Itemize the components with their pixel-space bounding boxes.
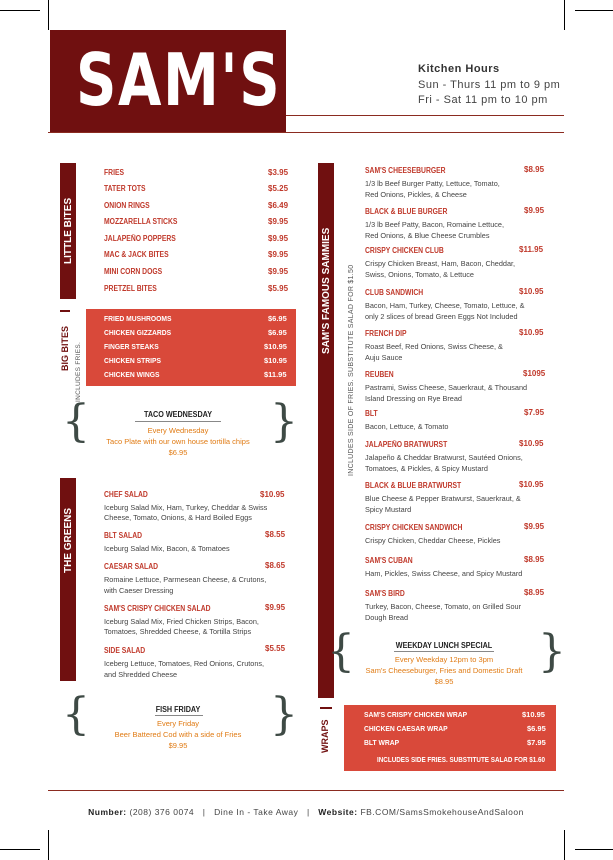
- menu-item-name: CHICKEN WINGS: [104, 370, 160, 379]
- menu-item-name: FRIES: [104, 168, 125, 177]
- menu-item-price: $7.95: [524, 408, 545, 417]
- header-divider: [48, 132, 564, 133]
- sammies-title: SAM'S FAMOUS SAMMIES: [321, 227, 332, 354]
- menu-item-name: BLACK & BLUE BRATWURST: [365, 481, 462, 490]
- menu-item-price: $9.95: [524, 206, 545, 215]
- menu-item-price: $10.95: [264, 356, 287, 365]
- menu-item-price: $8.95: [524, 555, 545, 564]
- promo-underline: [135, 421, 221, 422]
- menu-item-price: $7.95: [527, 738, 546, 747]
- promo-line: Taco Plate with our own house tortilla chips: [106, 437, 250, 446]
- menu-item-desc: Bacon, Lettuce, & Tomato: [365, 422, 449, 431]
- big-bites-box: [86, 309, 296, 386]
- right-brace-icon: }: [270, 396, 298, 447]
- menu-item-price: $5.55: [265, 644, 286, 653]
- big-bites-bar: [60, 310, 70, 312]
- footer-phone[interactable]: (208) 376 0074: [129, 807, 195, 817]
- menu-item-name: CHEF SALAD: [104, 490, 148, 499]
- menu-item-desc: Blue Cheese & Pepper Bratwurst, Sauerkraut, &: [365, 494, 521, 503]
- greens-title: THE GREENS: [63, 507, 74, 573]
- menu-item-desc: Red Onions, & Blue Cheese Crumbles: [365, 231, 490, 240]
- menu-item-name: MINI CORN DOGS: [104, 267, 163, 276]
- menu-item-desc: Crispy Chicken Breast, Ham, Bacon, Cheddar,: [365, 259, 516, 268]
- menu-item-desc: Bacon, Ham, Turkey, Cheese, Tomato, Lettuce, &: [365, 301, 525, 310]
- menu-item-desc: Red Onions, Pickles, & Cheese: [365, 190, 467, 199]
- menu-item-desc: Iceburg Salad Mix, Ham, Turkey, Cheddar & Swiss: [104, 503, 268, 512]
- menu-item-desc: and Shredded Cheese: [104, 670, 178, 679]
- menu-item-desc: Iceberg Lettuce, Tomatoes, Red Onions, Crutons,: [104, 659, 265, 668]
- weekday-lunch-title: WEEKDAY LUNCH SPECIAL: [395, 641, 493, 650]
- menu-item-desc: Tomatoes, Shredded Cheese, & Tortilla Strips: [104, 627, 252, 636]
- menu-item-price: $10.95: [519, 480, 544, 489]
- sammies-note: INCLUDES SIDE OF FRIES. SUBSTITUTE SALAD FOR $1.50: [348, 264, 355, 476]
- menu-item-name: SAM'S CRISPY CHICKEN WRAP: [364, 710, 468, 719]
- menu-item-desc: Crispy Chicken, Cheddar Cheese, Pickles: [365, 536, 501, 545]
- footer-number-label: Number:: [88, 807, 127, 817]
- menu-item-desc: Auju Sauce: [365, 353, 403, 362]
- menu-item-price: $10.95: [264, 342, 287, 351]
- menu-item-name: FRENCH DIP: [365, 329, 407, 338]
- sammies-bar: [318, 163, 334, 698]
- menu-item-price: $6.95: [527, 724, 546, 733]
- menu-item-desc: 1/3 lb Beef Patty, Bacon, Romaine Lettuce,: [365, 220, 504, 229]
- wraps-bar: [320, 707, 332, 709]
- menu-item-price: $9.95: [265, 603, 286, 612]
- menu-item-price: $3.95: [268, 168, 289, 177]
- menu-item-price: $10.95: [260, 490, 285, 499]
- menu-item-name: CRISPY CHICKEN SANDWICH: [365, 523, 463, 532]
- menu-item-price: $6.95: [268, 328, 287, 337]
- menu-item-price: $8.95: [524, 588, 545, 597]
- menu-item-name: PRETZEL BITES: [104, 284, 157, 293]
- crop-mark: [575, 849, 613, 850]
- promo-underline: [394, 651, 494, 652]
- menu-item-name: BLT WRAP: [364, 738, 400, 747]
- menu-item-desc: Swiss, Onions, Tomato, & Lettuce: [365, 270, 474, 279]
- promo-line: Beer Battered Cod with a side of Fries: [114, 730, 242, 739]
- menu-item-desc: Iceburg Salad Mix, Bacon, & Tomatoes: [104, 544, 230, 553]
- menu-item-price: $6.49: [268, 201, 289, 210]
- menu-item-name: TATER TOTS: [104, 184, 146, 193]
- menu-item-desc: Iceburg Salad Mix, Fried Chicken Strips, Bacon,: [104, 617, 259, 626]
- footer-website-link[interactable]: FB.COM/SamsSmokehouseAndSaloon: [360, 807, 524, 817]
- menu-item-desc: Jalapeño & Cheddar Bratwurst, Sautéed Onions,: [365, 453, 523, 462]
- hours-line: Sun - Thurs 11 pm to 9 pm: [418, 79, 561, 91]
- right-brace-icon: }: [538, 626, 566, 677]
- footer-service: Dine In - Take Away: [214, 807, 299, 817]
- little-bites-bar: [60, 163, 76, 299]
- menu-item-price: $8.65: [265, 561, 286, 570]
- menu-item-price: $10.95: [522, 710, 545, 719]
- menu-item-price: $9.95: [268, 234, 289, 243]
- crop-mark: [48, 830, 49, 860]
- menu-item-name: CHICKEN GIZZARDS: [104, 328, 172, 337]
- footer-separator: |: [306, 807, 310, 817]
- menu-item-price: $9.95: [524, 522, 545, 531]
- menu-item-name: SAM'S CHEESEBURGER: [365, 166, 446, 175]
- menu-item-desc: Romaine Lettuce, Parmesean Cheese, & Crutons,: [104, 575, 267, 584]
- menu-item-name: MOZZARELLA STICKS: [104, 217, 178, 226]
- menu-item-desc: only 2 slices of bread Green Eggs Not Included: [365, 312, 518, 321]
- promo-line: $8.95: [434, 677, 454, 686]
- menu-item-price: $8.55: [265, 530, 286, 539]
- logo: [50, 30, 286, 132]
- promo-line: Sam's Cheeseburger, Fries and Domestic Draft: [365, 666, 523, 675]
- menu-item-price: $6.95: [268, 314, 287, 323]
- crop-mark: [564, 0, 565, 30]
- left-brace-icon: {: [62, 396, 90, 447]
- fish-friday-title: FISH FRIDAY: [155, 705, 201, 714]
- menu-item-price: $1095: [523, 369, 546, 378]
- menu-item-desc: with Caeser Dressing: [104, 586, 174, 595]
- promo-line: Every Friday: [156, 719, 200, 728]
- hours-title: Kitchen Hours: [418, 63, 500, 75]
- menu-item-desc: Cheese, Tomato, Onions, & Hard Boiled Eggs: [104, 513, 252, 522]
- left-brace-icon: {: [62, 689, 90, 740]
- menu-item-name: MAC & JACK BITES: [104, 250, 169, 259]
- menu-item-price: $5.25: [268, 184, 289, 193]
- menu-item-name: FRIED MUSHROOMS: [104, 314, 172, 323]
- right-brace-icon: }: [270, 689, 298, 740]
- menu-item-price: $10.95: [519, 328, 544, 337]
- menu-item-desc: Ham, Pickles, Swiss Cheese, and Spicy Mustard: [365, 569, 523, 578]
- menu-item-desc: 1/3 lb Beef Burger Patty, Lettuce, Tomato,: [365, 179, 500, 188]
- crop-mark: [0, 849, 40, 850]
- menu-item-desc: Roast Beef, Red Onions, Swiss Cheese, &: [365, 342, 503, 351]
- menu-item-name: REUBEN: [365, 370, 394, 379]
- menu-item-price: $11.95: [264, 370, 287, 379]
- footer: [48, 807, 564, 817]
- footer-website-label: Website:: [318, 807, 358, 817]
- menu-item-name: BLACK & BLUE BURGER: [365, 207, 448, 216]
- menu-item-desc: Dough Bread: [365, 613, 409, 622]
- menu-item-price: $5.95: [268, 284, 289, 293]
- menu-item-price: $10.95: [519, 287, 544, 296]
- menu-item-name: JALAPEÑO POPPERS: [104, 234, 176, 243]
- menu-item-price: $11.95: [519, 245, 544, 254]
- menu-item-name: CRISPY CHICKEN CLUB: [365, 246, 444, 255]
- wraps-note: INCLUDES SIDE FRIES. SUBSTITUTE SALAD FOR $1.60: [377, 757, 546, 764]
- crop-mark: [564, 830, 565, 860]
- menu-item-name: SAM'S CRISPY CHICKEN SALAD: [104, 604, 211, 613]
- left-brace-icon: {: [327, 626, 355, 677]
- hours-line: Fri - Sat 11 pm to 10 pm: [418, 94, 548, 106]
- menu-item-name: ONION RINGS: [104, 201, 150, 210]
- menu-item-price: $9.95: [268, 250, 289, 259]
- menu-item-name: SIDE SALAD: [104, 646, 146, 655]
- promo-line: Every Wednesday: [147, 426, 209, 435]
- promo-line: $9.95: [168, 741, 188, 750]
- promo-underline: [155, 715, 203, 716]
- menu-item-desc: Turkey, Bacon, Cheese, Tomato, on Grilled Sour: [365, 602, 522, 611]
- wraps-box: [344, 705, 556, 771]
- menu-item-name: BLT: [365, 409, 378, 418]
- menu-item-name: FINGER STEAKS: [104, 342, 159, 351]
- menu-item-name: CHICKEN STRIPS: [104, 356, 162, 365]
- menu-item-price: $10.95: [519, 439, 544, 448]
- menu-item-name: CHICKEN CAESAR WRAP: [364, 724, 448, 733]
- menu-item-desc: Island Dressing on Rye Bread: [365, 394, 462, 403]
- menu-item-name: CAESAR SALAD: [104, 562, 159, 571]
- promo-line: $6.95: [168, 448, 188, 457]
- menu-item-price: $9.95: [268, 217, 289, 226]
- taco-wednesday-title: TACO WEDNESDAY: [143, 410, 213, 419]
- promo-line: Every Weekday 12pm to 3pm: [394, 655, 494, 664]
- wraps-title: WRAPS: [320, 719, 330, 753]
- big-bites-note: INCLUDES FRIES.: [75, 341, 82, 402]
- crop-mark: [0, 10, 40, 11]
- logo-text: SAM'S: [75, 38, 282, 122]
- crop-mark: [575, 10, 613, 11]
- menu-item-name: BLT SALAD: [104, 531, 143, 540]
- menu-item-name: SAM'S BIRD: [365, 589, 405, 598]
- menu-item-desc: Pastrami, Swiss Cheese, Sauerkraut, & Thousand: [365, 383, 528, 392]
- footer-separator: |: [202, 807, 206, 817]
- menu-item-name: CLUB SANDWICH: [365, 288, 424, 297]
- footer-divider: [48, 790, 564, 791]
- menu-item-name: JALAPEÑO BRATWURST: [365, 440, 448, 449]
- menu-item-desc: Spicy Mustard: [365, 505, 412, 514]
- big-bites-title: BIG BITES: [60, 325, 70, 371]
- menu-item-price: $9.95: [268, 267, 289, 276]
- header-divider: [286, 115, 564, 116]
- menu-item-desc: Tomatoes, & Pickles, & Spicy Mustard: [365, 464, 488, 473]
- crop-mark: [48, 0, 49, 30]
- menu-item-price: $8.95: [524, 165, 545, 174]
- little-bites-title: LITTLE BITES: [63, 197, 74, 264]
- greens-bar: [60, 478, 76, 681]
- menu-item-name: SAM'S CUBAN: [365, 556, 413, 565]
